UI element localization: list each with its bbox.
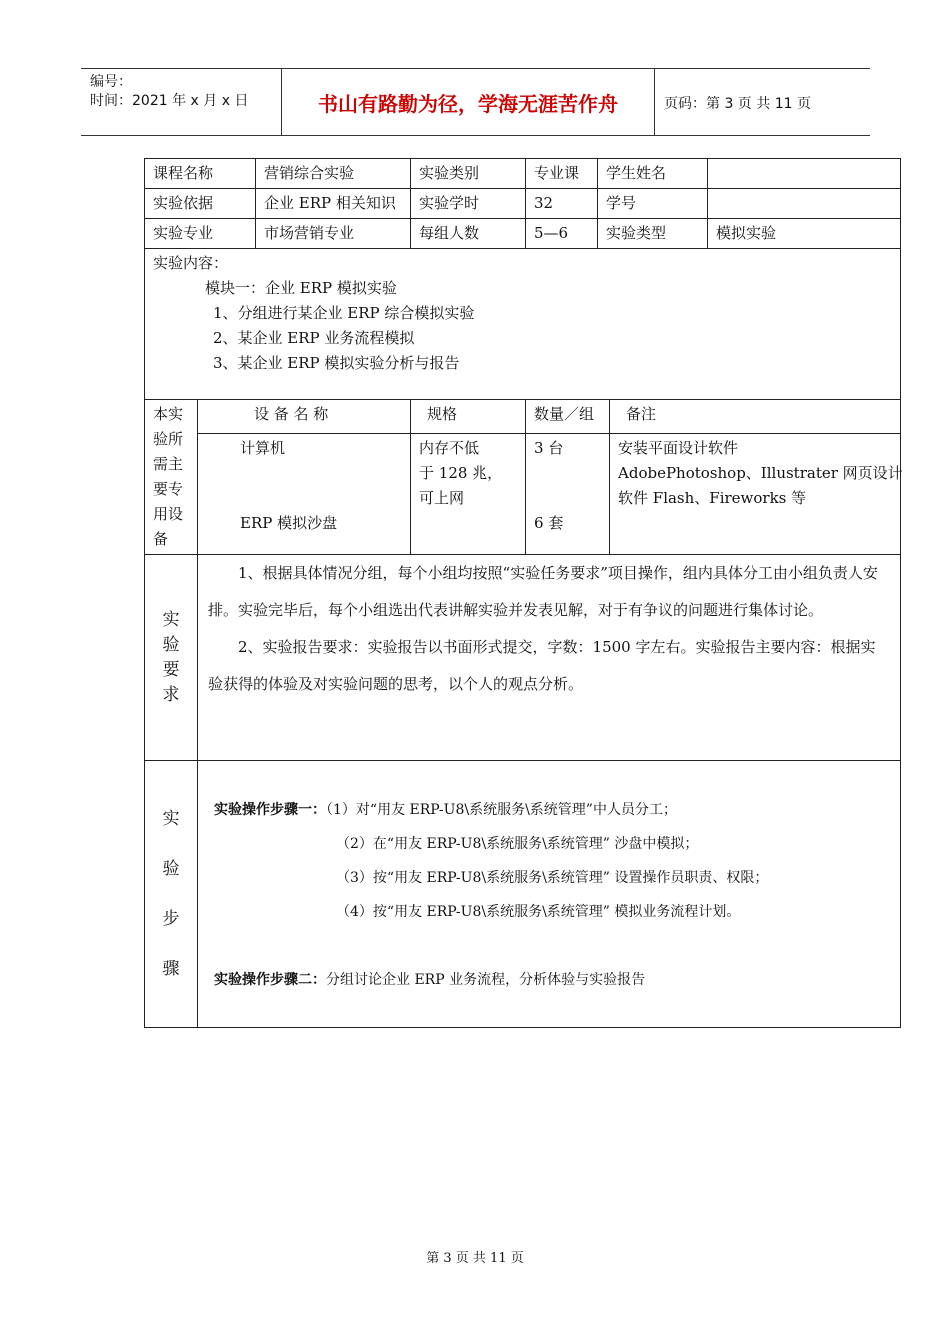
experiment-table [144,158,901,1028]
requirements-label: 实 验 要 求 [145,555,198,761]
steps-label: 实 验 步 骤 [145,761,198,1028]
table-cell: 每组人数 [411,219,526,249]
table-row [145,555,901,761]
equipment-header-name: 设 备 名 称 [198,400,411,434]
step-item: （3）按“用友 ERP-U8\系统服务\系统管理” 设置操作员职责、权限； [336,870,769,886]
header-time-label: 时间：2021 年 x 月 x 日 [90,93,249,109]
step1-label: 实验操作步骤一： [214,802,326,818]
table-cell: 学生姓名 [598,159,708,189]
table-cell: 实验类型 [598,219,708,249]
table-cell: 企业 ERP 相关知识 [256,189,411,219]
page-header [81,68,870,136]
requirements-paragraph: 1、根据具体情况分组，每个小组均按照“实验任务要求”项目操作，组内具体分工由小组负责人安排。实验完毕后，每个小组选出代表讲解实验并发表见解，对于有争议的问题进行集体讨论。 [208,564,878,619]
table-cell: 模拟实验 [708,219,901,249]
equipment-header-qty: 数量／组 [526,400,610,434]
equipment-spec: 内存不低 于 128 兆， 可上网 [411,434,526,555]
list-item: 1、分组进行某企业 ERP 综合模拟实验 [213,304,475,322]
header-motto: 书山有路勤为径，学海无涯苦作舟 [318,91,618,116]
header-divider [654,69,655,135]
table-cell [708,159,901,189]
table-cell: 课程名称 [145,159,256,189]
step-item: （4）按“用友 ERP-U8\系统服务\系统管理” 模拟业务流程计划。 [336,904,741,920]
table-row [145,434,901,555]
step2-label: 实验操作步骤二： [214,972,326,988]
table-row [145,249,901,400]
header-number-label: 编号： [90,74,132,90]
table-row [145,761,901,1028]
header-page-code: 页码：第 3 页 共 11 页 [664,96,811,112]
table-cell: 营销综合实验 [256,159,411,189]
table-cell: 实验依据 [145,189,256,219]
table-cell: 实验类别 [411,159,526,189]
table-cell: 专业课 [526,159,598,189]
equipment-qty: 3 台 6 套 [526,434,610,555]
equipment-header-note: 备注 [610,400,901,434]
step-item: （1）对“用友 ERP-U8\系统服务\系统管理”中人员分工； [326,802,677,818]
equipment-names: 计算机 ERP 模拟沙盘 [198,434,411,555]
table-row [145,219,901,249]
requirements-paragraph: 2、实验报告要求：实验报告以书面形式提交，字数：1500 字左右。实验报告主要内容：根据实验获得的体验及对实验问题的思考，以个人的观点分析。 [208,638,876,693]
list-item: 2、某企业 ERP 业务流程模拟 [213,329,415,347]
table-cell: 32 [526,189,598,219]
experiment-content [145,249,901,400]
equipment-header-spec: 规格 [411,400,526,434]
steps-content [198,761,901,1028]
page-footer: 第 3 页 共 11 页 [426,1251,524,1266]
equipment-notes: 安装平面设计软件 AdobePhotoshop、Illustrater 网页设计 软件 Flash、Fireworks 等 [610,434,901,555]
table-cell [708,189,901,219]
table-row [145,159,901,189]
table-cell: 实验专业 [145,219,256,249]
step-item: （2）在“用友 ERP-U8\系统服务\系统管理” 沙盘中模拟； [336,836,699,852]
content-label: 实验内容： [153,254,229,272]
table-cell: 市场营销专业 [256,219,411,249]
table-cell: 实验学时 [411,189,526,219]
list-item: 3、某企业 ERP 模拟实验分析与报告 [213,354,460,372]
table-row [145,189,901,219]
header-meta [90,73,248,111]
requirements-content [198,555,901,761]
table-cell: 学号 [598,189,708,219]
table-row [145,400,901,434]
table-cell: 5—6 [526,219,598,249]
step2-text: 分组讨论企业 ERP 业务流程，分析体验与实验报告 [326,972,646,988]
equipment-label: 本实 验所 需主 要专 用设 备 [145,400,198,555]
content-module: 模块一：企业 ERP 模拟实验 [205,279,397,297]
